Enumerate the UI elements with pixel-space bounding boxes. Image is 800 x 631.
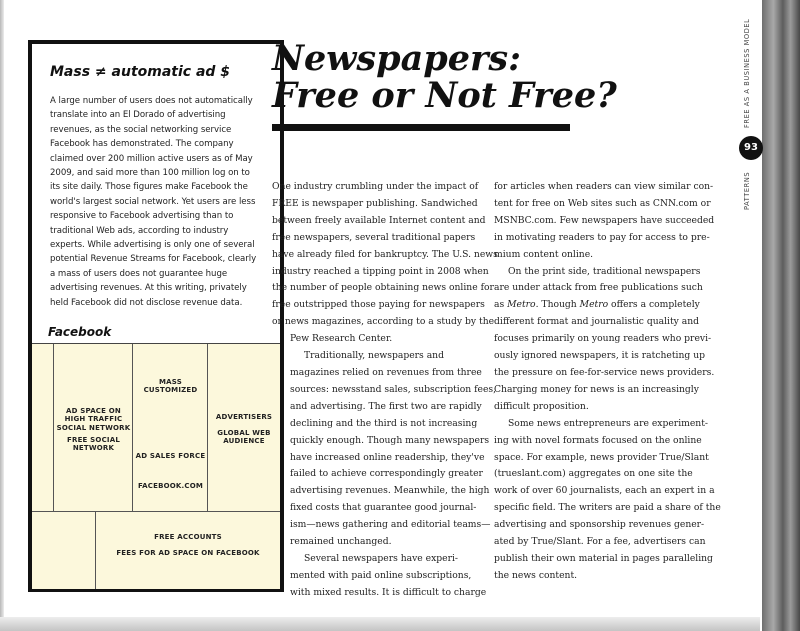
text-line: tent for free on Web sites such as CNN.com or <box>494 197 711 209</box>
text-segment: offers a completely <box>608 299 700 311</box>
text-line: Traditionally, newspapers and <box>304 350 444 362</box>
text-line: ously ignored newspapers, it is ratcheting up <box>494 350 706 362</box>
headline-line-1: Newspapers: <box>272 38 522 79</box>
text-line: in motivating readers to pay for access to pre- <box>494 231 710 243</box>
text-line <box>494 297 721 314</box>
running-head-section: FREE AS A BUSINESS MODEL <box>743 18 751 128</box>
canvas-text-ad-space <box>54 407 133 432</box>
canvas-cell-customer-segments <box>208 344 280 512</box>
canvas-text-free-network <box>54 436 133 453</box>
text-segment-italic: Metro <box>507 299 536 311</box>
text-line: the news content. <box>494 569 578 581</box>
text-line: Charging money for news is an increasingly <box>494 383 699 395</box>
canvas-text-global-audience <box>208 429 280 446</box>
text-line: FREE is newspaper publishing. Sandwiched <box>272 197 478 209</box>
text-line: quickly enough. Though many newspapers <box>290 434 490 446</box>
canvas-line: AD SPACE ON <box>66 407 121 415</box>
text-line: focuses primarily on young readers who previ- <box>494 333 712 345</box>
text-line: between freely available Internet content and <box>272 214 486 226</box>
text-line: Some news entrepreneurs are experiment- <box>508 417 708 429</box>
text-line: sources: newsstand sales, subscription fees, <box>290 383 497 395</box>
text-line: remained unchanged. <box>290 536 392 548</box>
sidebar-box <box>28 40 284 592</box>
page-left-edge <box>0 0 4 631</box>
canvas-cell-key-partners <box>32 344 54 512</box>
text-line: advertising revenues. Meanwhile, the high <box>290 485 490 497</box>
text-line: magazines relied on revenues from three <box>290 366 482 378</box>
text-segment-italic: Metro <box>579 299 609 311</box>
text-line: or news magazines, according to a study by the <box>272 316 495 328</box>
sidebar-title: Mass ≠ automatic ad $ <box>50 64 231 80</box>
text-line: the number of people obtaining news online for <box>272 282 494 294</box>
text-line: (trueslant.com) aggregates on one site the <box>494 468 693 480</box>
headline-line-2: Free or Not Free? <box>272 75 617 116</box>
text-line: specific field. The writers are paid a share of the <box>494 502 721 514</box>
text-line: ism—news gathering and editorial teams— <box>290 519 491 531</box>
text-line: mented with paid online subscriptions, <box>290 569 472 581</box>
business-model-canvas <box>32 343 280 589</box>
canvas-line: NETWORK <box>72 444 115 453</box>
article-column-1 <box>272 179 498 602</box>
text-line: work of over 60 journalists, each an expert in a <box>494 485 715 497</box>
canvas-label: Facebook <box>48 325 112 339</box>
canvas-line: CUSTOMIZED <box>143 386 198 395</box>
text-line: advertising and sponsorship revenues gener- <box>494 519 705 531</box>
headline-rule <box>272 124 570 131</box>
article-column-2 <box>494 179 721 585</box>
canvas-line: FREE SOCIAL <box>67 436 120 444</box>
text-line: publish their own material in pages paralleling <box>494 552 713 564</box>
canvas-line: MASS <box>159 378 182 386</box>
canvas-line: HIGH TRAFFIC <box>64 415 123 424</box>
text-segment: as <box>494 299 508 311</box>
canvas-text-advertisers: ADVERTISERS <box>215 413 273 421</box>
canvas-cell-cost-structure <box>32 512 96 589</box>
text-line: ated by True/Slant. For a fee, advertisers can <box>494 536 706 548</box>
text-line: On the print side, traditional newspapers <box>508 265 701 277</box>
sidebar-body: A large number of users does not automatically translate into an El Dorado of advertising revenues, as the social networking service Facebook has demonstrated. The company claimed over 200 million active users as of May 2009, and said more than 100 million log on to its site daily. Those figures make Facebook the world's largest social network. Yet users are less responsive to Facebook advertising than to traditional Web ads, according to industry experts. While advertising is only one of several potential Revenue Streams for Facebook, clearly a mass of users does not guarantee huge advertising revenues. At this writing, privately held Facebook did not disclose revenue data. <box>50 96 257 308</box>
text-line: ing with novel formats focused on the online <box>494 434 702 446</box>
text-line: free outstripped those paying for newspapers <box>272 299 485 311</box>
canvas-line: AUDIENCE <box>223 437 265 446</box>
text-line: different format and journalistic quality and <box>494 316 700 328</box>
canvas-text-ad-sales: AD SALES FORCE <box>135 452 206 460</box>
canvas-text-channels: FACEBOOK.COM <box>137 482 204 490</box>
text-line: the pressure on fee-for-service news providers. <box>494 366 715 378</box>
canvas-text-customer-rel <box>133 378 208 395</box>
text-line: free newspapers, several traditional papers <box>272 231 476 243</box>
page-bottom-edge <box>0 617 760 631</box>
text-line: for articles when readers can view similar con- <box>494 181 714 192</box>
text-line: with mixed results. It is difficult to charge <box>290 586 487 598</box>
canvas-text-free-accounts: FREE ACCOUNTS <box>154 533 222 541</box>
text-line: One industry crumbling under the impact of <box>272 181 479 192</box>
text-segment: . Though <box>535 299 580 311</box>
book-spine-edge <box>762 0 800 631</box>
text-line: industry reached a tipping point in 2008 when <box>272 265 489 277</box>
text-line: have already filed for bankruptcy. The U.S. news <box>272 248 498 260</box>
text-line: difficult proposition. <box>494 400 589 412</box>
text-line: are under attack from free publications such <box>494 282 703 294</box>
article-headline <box>272 40 617 114</box>
canvas-text-ad-fees: FEES FOR AD SPACE ON FACEBOOK <box>116 549 260 557</box>
text-line: MSNBC.com. Few newspapers have succeeded <box>494 214 715 226</box>
page-number: 93 <box>739 136 763 160</box>
text-line: declining and the third is not increasing <box>290 417 478 429</box>
text-line: failed to achieve correspondingly greater <box>290 468 483 480</box>
text-line: fixed costs that guarantee good journal- <box>290 502 477 514</box>
text-line: and advertising. The first two are rapidly <box>290 400 482 412</box>
canvas-line: SOCIAL NETWORK <box>56 423 131 432</box>
text-line: Several newspapers have experi- <box>304 552 459 564</box>
text-line: space. For example, news provider True/Slant <box>494 451 709 463</box>
text-line: have increased online readership, they've <box>290 451 485 463</box>
text-line: Pew Research Center. <box>290 333 393 345</box>
running-head-chapter: PATTERNS <box>743 171 751 210</box>
text-line: mium content online. <box>494 248 594 260</box>
canvas-line: GLOBAL WEB <box>217 429 271 437</box>
